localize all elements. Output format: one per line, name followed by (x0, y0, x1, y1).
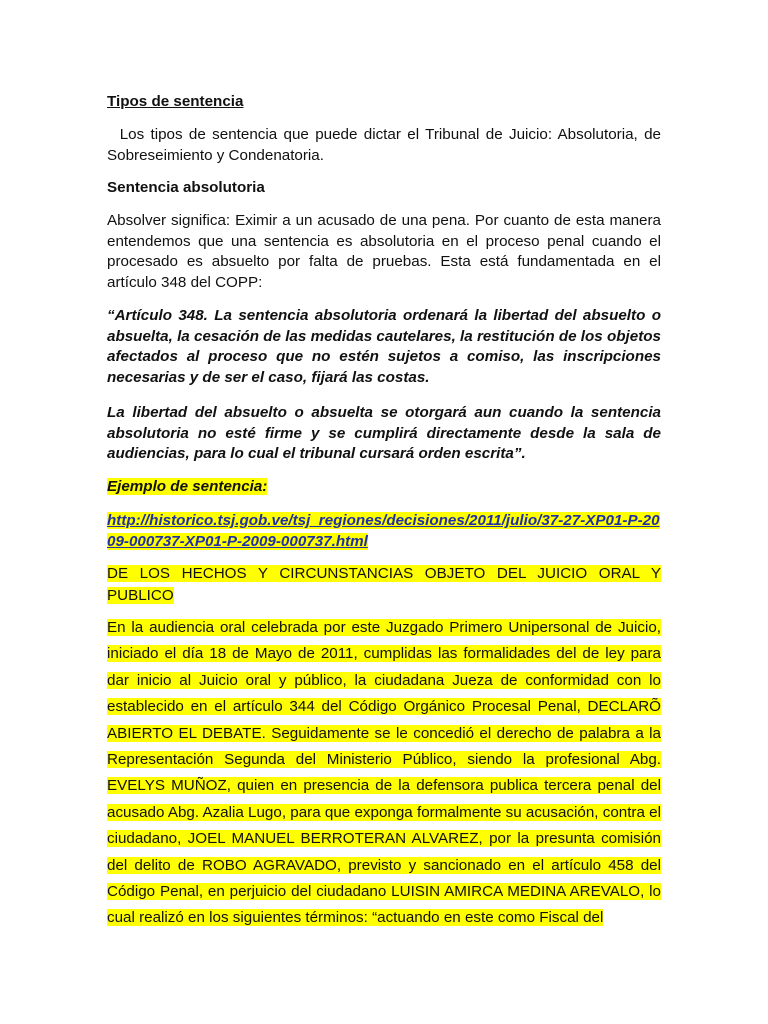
quote-article-348: “Artículo 348. La sentencia absolutoria ordenará la libertad del absuelto o absuelta, la cesación de las medidas cautelares, la restitución de los objetos afectados al proceso que no estén sujetos a comiso, las inscripciones necesarias y de ser el caso, fijará las costas. (107, 307, 661, 386)
absolver-paragraph: Absolver significa: Eximir a un acusado de una pena. Por cuanto de esta manera entendemos que una sentencia es absolutoria en el proceso penal cuando el procesado es absuelto por falta de pruebas. Esta está fundamentada en el artículo 348 del COPP: (107, 212, 661, 291)
hechos-body: En la audiencia oral celebrada por este Juzgado Primero Unipersonal de Juicio, iniciado el día 18 de Mayo de 2011, cumplidas las formalidades del de ley para dar inicio al Juicio oral y público, la ciudadana Jueza de conformidad con lo establecido en el artículo 344 del Código Orgánico Procesal Penal, DECLARÕ ABIERTO EL DEBATE. Seguidamente se le concedió el derecho de palabra a la Representación Segunda del Ministerio Público, siendo la profesional Abg. EVELYS MUÑOZ, quien en presencia de la defensora publica tercera penal del acusado Abg. Azalia Lugo, para que exponga formalmente su acusación, contra el ciudadano, JOEL MANUEL BERROTERAN ALVAREZ, por la presunta comisión del delito de ROBO AGRAVADO, previsto y sancionado en el artículo 458 del Código Penal, en perjuicio del ciudadano LUISIN AMIRCA MEDINA AREVALO, lo cual realizó en los siguientes términos: “actuando en este como Fiscal del (107, 619, 661, 927)
intro-paragraph: Los tipos de sentencia que puede dictar el Tribunal de Juicio: Absolutoria, de Sobreseimiento y Condenatoria. (107, 126, 666, 164)
heading-tipos-de-sentencia: Tipos de sentencia (107, 93, 244, 110)
sentencia-link[interactable]: http://historico.tsj.gob.ve/tsj_regiones/decisiones/2011/julio/37-27-XP01-P-2009-000737-XP01-P-2009-000737.html (107, 512, 660, 550)
quote-libertad: La libertad del absuelto o absuelta se otorgará aun cuando la sentencia absolutoria no esté firme y se cumplirá directamente desde la sala de audiencias, para lo cual el tribunal cursará orden escrita”. (107, 404, 661, 462)
hechos-body-block (107, 615, 661, 932)
sentencia-link-block (107, 511, 661, 552)
ejemplo-heading: Ejemplo de sentencia: (107, 478, 268, 495)
ejemplo-heading-block (107, 477, 661, 498)
hechos-heading: DE LOS HECHOS Y CIRCUNSTANCIAS OBJETO DEL JUICIO ORAL Y PUBLICO (107, 565, 661, 604)
heading-sentencia-absolutoria: Sentencia absolutoria (107, 179, 265, 196)
hechos-heading-block (107, 563, 661, 606)
